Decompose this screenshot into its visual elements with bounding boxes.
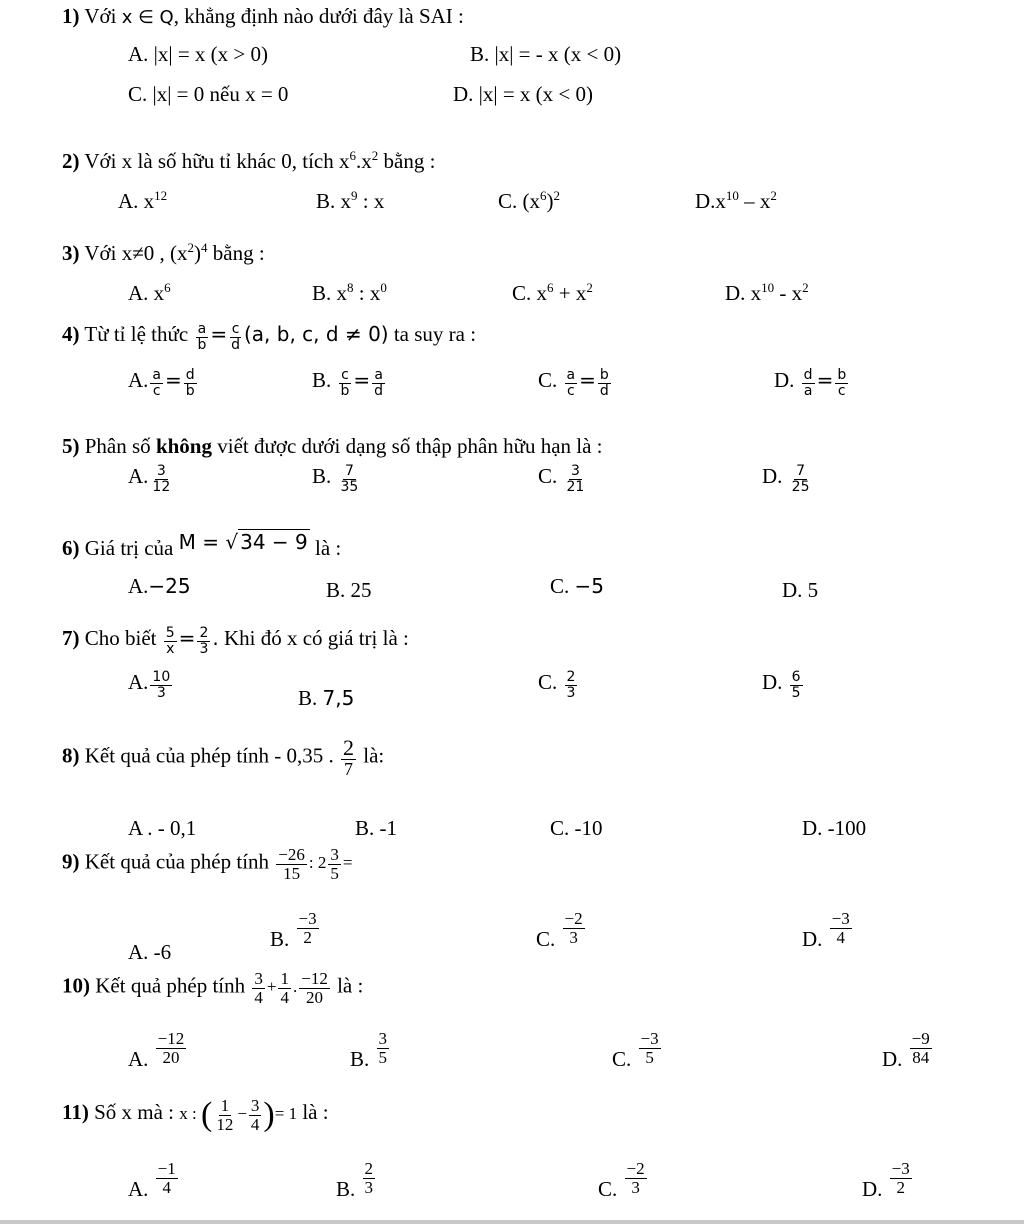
option-c[interactable]: C. |x| = 0 nếu x = 0 [128, 82, 289, 106]
option-a[interactable]: A . - 0,1 [128, 816, 197, 840]
math-expression: x : ( $\frac{1}{12}$ − $\frac{3}{4}$ )= 1 [179, 1095, 298, 1134]
question-4: 4) Từ tỉ lệ thức $\frac{a}{b}$ = $\frac{c}{d}$ (a, b, c, d ≠ 0) ta suy ra : [62, 321, 477, 353]
question-number: 6) [62, 536, 80, 560]
emphasis-text: không [155, 434, 212, 458]
option-c[interactable]: C. $\frac{3}{21}$ [538, 463, 585, 495]
question-text: Cho biết [84, 626, 157, 651]
question-3 [62, 240, 265, 266]
question-1 [62, 4, 464, 29]
option-b[interactable]: B. $\frac{2}{3}$ [336, 1159, 374, 1202]
question-text: bằng : [383, 149, 436, 173]
question-text: Kết quả của phép tính [84, 849, 270, 874]
question-9 [62, 846, 352, 883]
question-number: 4) [62, 322, 80, 347]
question-text: là : [337, 973, 364, 998]
question-text: là : [315, 536, 342, 560]
question-number: 11) [62, 1099, 89, 1124]
option-b[interactable]: B. $x^9$ : x [316, 188, 385, 213]
fraction: $\frac{a}{b}$ [197, 321, 207, 353]
option-b[interactable]: B. $\frac{c}{b}$ = $\frac{a}{d}$ [312, 367, 384, 399]
option-c[interactable]: C. $x^6 + x^2$ [512, 280, 593, 305]
option-a[interactable]: A. |x| = x (x > 0) [128, 42, 268, 66]
question-text: Giá trị của [84, 536, 174, 560]
question-text: Phân số [84, 434, 151, 458]
question-5 [62, 434, 603, 459]
option-d[interactable]: D. $\frac{d}{a}$ = $\frac{b}{c}$ [774, 367, 847, 399]
option-b[interactable]: B. $\frac{7}{35}$ [312, 463, 359, 495]
question-number: 10) [62, 973, 90, 998]
question-text: Khi đó x có giá trị là : [223, 626, 409, 651]
math-expression: $x^6.x^2$ [339, 148, 379, 173]
fraction: $\frac{5}{x}$ [165, 625, 175, 657]
option-d[interactable]: D. |x| = x (x < 0) [453, 82, 593, 106]
option-d[interactable]: D. -100 [802, 816, 867, 840]
question-7: 7) Cho biết $\frac{5}{x}$ = $\frac{2}{3}$ . Khi đó x có giá trị là : [62, 625, 409, 657]
question-text: bằng : [212, 241, 265, 265]
option-b[interactable]: B. $\frac{3}{5}$ [350, 1029, 388, 1072]
question-10 [62, 970, 363, 1007]
option-b[interactable]: B. 7,5 [298, 686, 355, 710]
option-b[interactable]: B. -1 [355, 816, 397, 840]
option-a[interactable]: A.−25 [128, 574, 191, 598]
question-text: , khẳng định nào dưới đây là SAI : [173, 4, 464, 28]
question-number: 5) [62, 434, 80, 458]
question-number: 2) [62, 149, 80, 173]
question-number: 8) [62, 743, 80, 768]
question-2 [62, 148, 435, 174]
option-a[interactable]: A. $x^{12}$ [118, 188, 168, 213]
math-expression: M = √ 34 − 9 [178, 530, 308, 554]
question-number: 7) [62, 626, 80, 651]
question-6 [62, 530, 342, 561]
question-text: Kết quả của phép tính - 0,35 . [84, 743, 334, 768]
option-c[interactable]: C. $\frac{-3}{5}$ [612, 1029, 659, 1072]
math-expression: $(x^2)^4$ [170, 240, 208, 265]
option-a[interactable]: A. -6 [128, 940, 172, 964]
option-d[interactable]: $D.x^{10} - x^2$ [695, 188, 777, 213]
option-b[interactable]: B. $\frac{-3}{2}$ [270, 909, 317, 952]
option-a[interactable]: A. $\frac{3}{12}$ [128, 463, 171, 495]
option-c[interactable]: C. $\frac{-2}{3}$ [536, 909, 583, 952]
fraction: $\frac{2}{7}$ [343, 735, 355, 780]
option-a[interactable]: A. $x^6$ [128, 280, 171, 305]
option-b[interactable]: B. 25 [326, 578, 372, 602]
question-text: là : [302, 1099, 329, 1124]
option-c[interactable]: C. −5 [550, 574, 604, 598]
math-expression: x ∈ Q [121, 7, 174, 28]
math-condition: (a, b, c, d ≠ 0) [244, 322, 389, 347]
question-number: 3) [62, 241, 80, 265]
question-text: Với [84, 4, 117, 28]
option-c[interactable]: C. $(x^6)^2$ [498, 188, 561, 213]
question-text: ta suy ra : [393, 322, 477, 347]
option-d[interactable]: D. $x^{10} - x^2$ [725, 280, 809, 305]
question-text: Với x là số hữu tỉ khác 0, tích [84, 149, 334, 173]
option-a[interactable]: A. $\frac{10}{3}$ [128, 669, 171, 701]
option-d[interactable]: D. 5 [782, 578, 819, 602]
option-c[interactable]: C. -10 [550, 816, 603, 840]
page-bottom-divider [0, 1220, 1024, 1224]
option-c[interactable]: C. $\frac{a}{c}$ = $\frac{b}{d}$ [538, 367, 609, 399]
option-c[interactable]: C. $\frac{2}{3}$ [538, 669, 576, 701]
question-number: 1) [62, 4, 80, 28]
option-d[interactable]: D. $\frac{-3}{4}$ [802, 909, 850, 952]
option-d[interactable]: D. $\frac{6}{5}$ [762, 669, 801, 701]
question-11 [62, 1096, 329, 1134]
math-expression: $\frac{-26}{15}$ : 2 $\frac{3}{5}$ = [278, 845, 353, 883]
option-d[interactable]: D. $\frac{-9}{84}$ [882, 1029, 930, 1072]
option-d[interactable]: D. $\frac{-3}{2}$ [862, 1159, 910, 1202]
question-8 [62, 736, 384, 779]
option-b[interactable]: B. $x^8$ : $x^0$ [312, 280, 387, 305]
question-text: Với x≠0 , [84, 241, 165, 265]
question-text: là: [363, 743, 385, 768]
question-text: Số x mà : [94, 1099, 175, 1124]
option-a[interactable]: A. $\frac{a}{c}$ = $\frac{d}{b}$ [128, 367, 195, 399]
option-d[interactable]: D. $\frac{7}{25}$ [762, 463, 810, 495]
question-number: 9) [62, 849, 80, 874]
option-c[interactable]: C. $\frac{-2}{3}$ [598, 1159, 645, 1202]
question-text: viết được dưới dạng số thập phân hữu hạn là : [217, 434, 603, 458]
option-b[interactable]: B. |x| = - x (x < 0) [470, 42, 622, 66]
option-a[interactable]: A. $\frac{-12}{20}$ [128, 1029, 185, 1072]
question-text: Từ tỉ lệ thức [84, 322, 189, 347]
question-text: Kết quả phép tính [95, 973, 246, 998]
option-a[interactable]: A. $\frac{-1}{4}$ [128, 1159, 176, 1202]
math-expression: $\frac{3}{4}$ + $\frac{1}{4}$ . $\frac{-12}{20}$ [254, 969, 328, 1007]
